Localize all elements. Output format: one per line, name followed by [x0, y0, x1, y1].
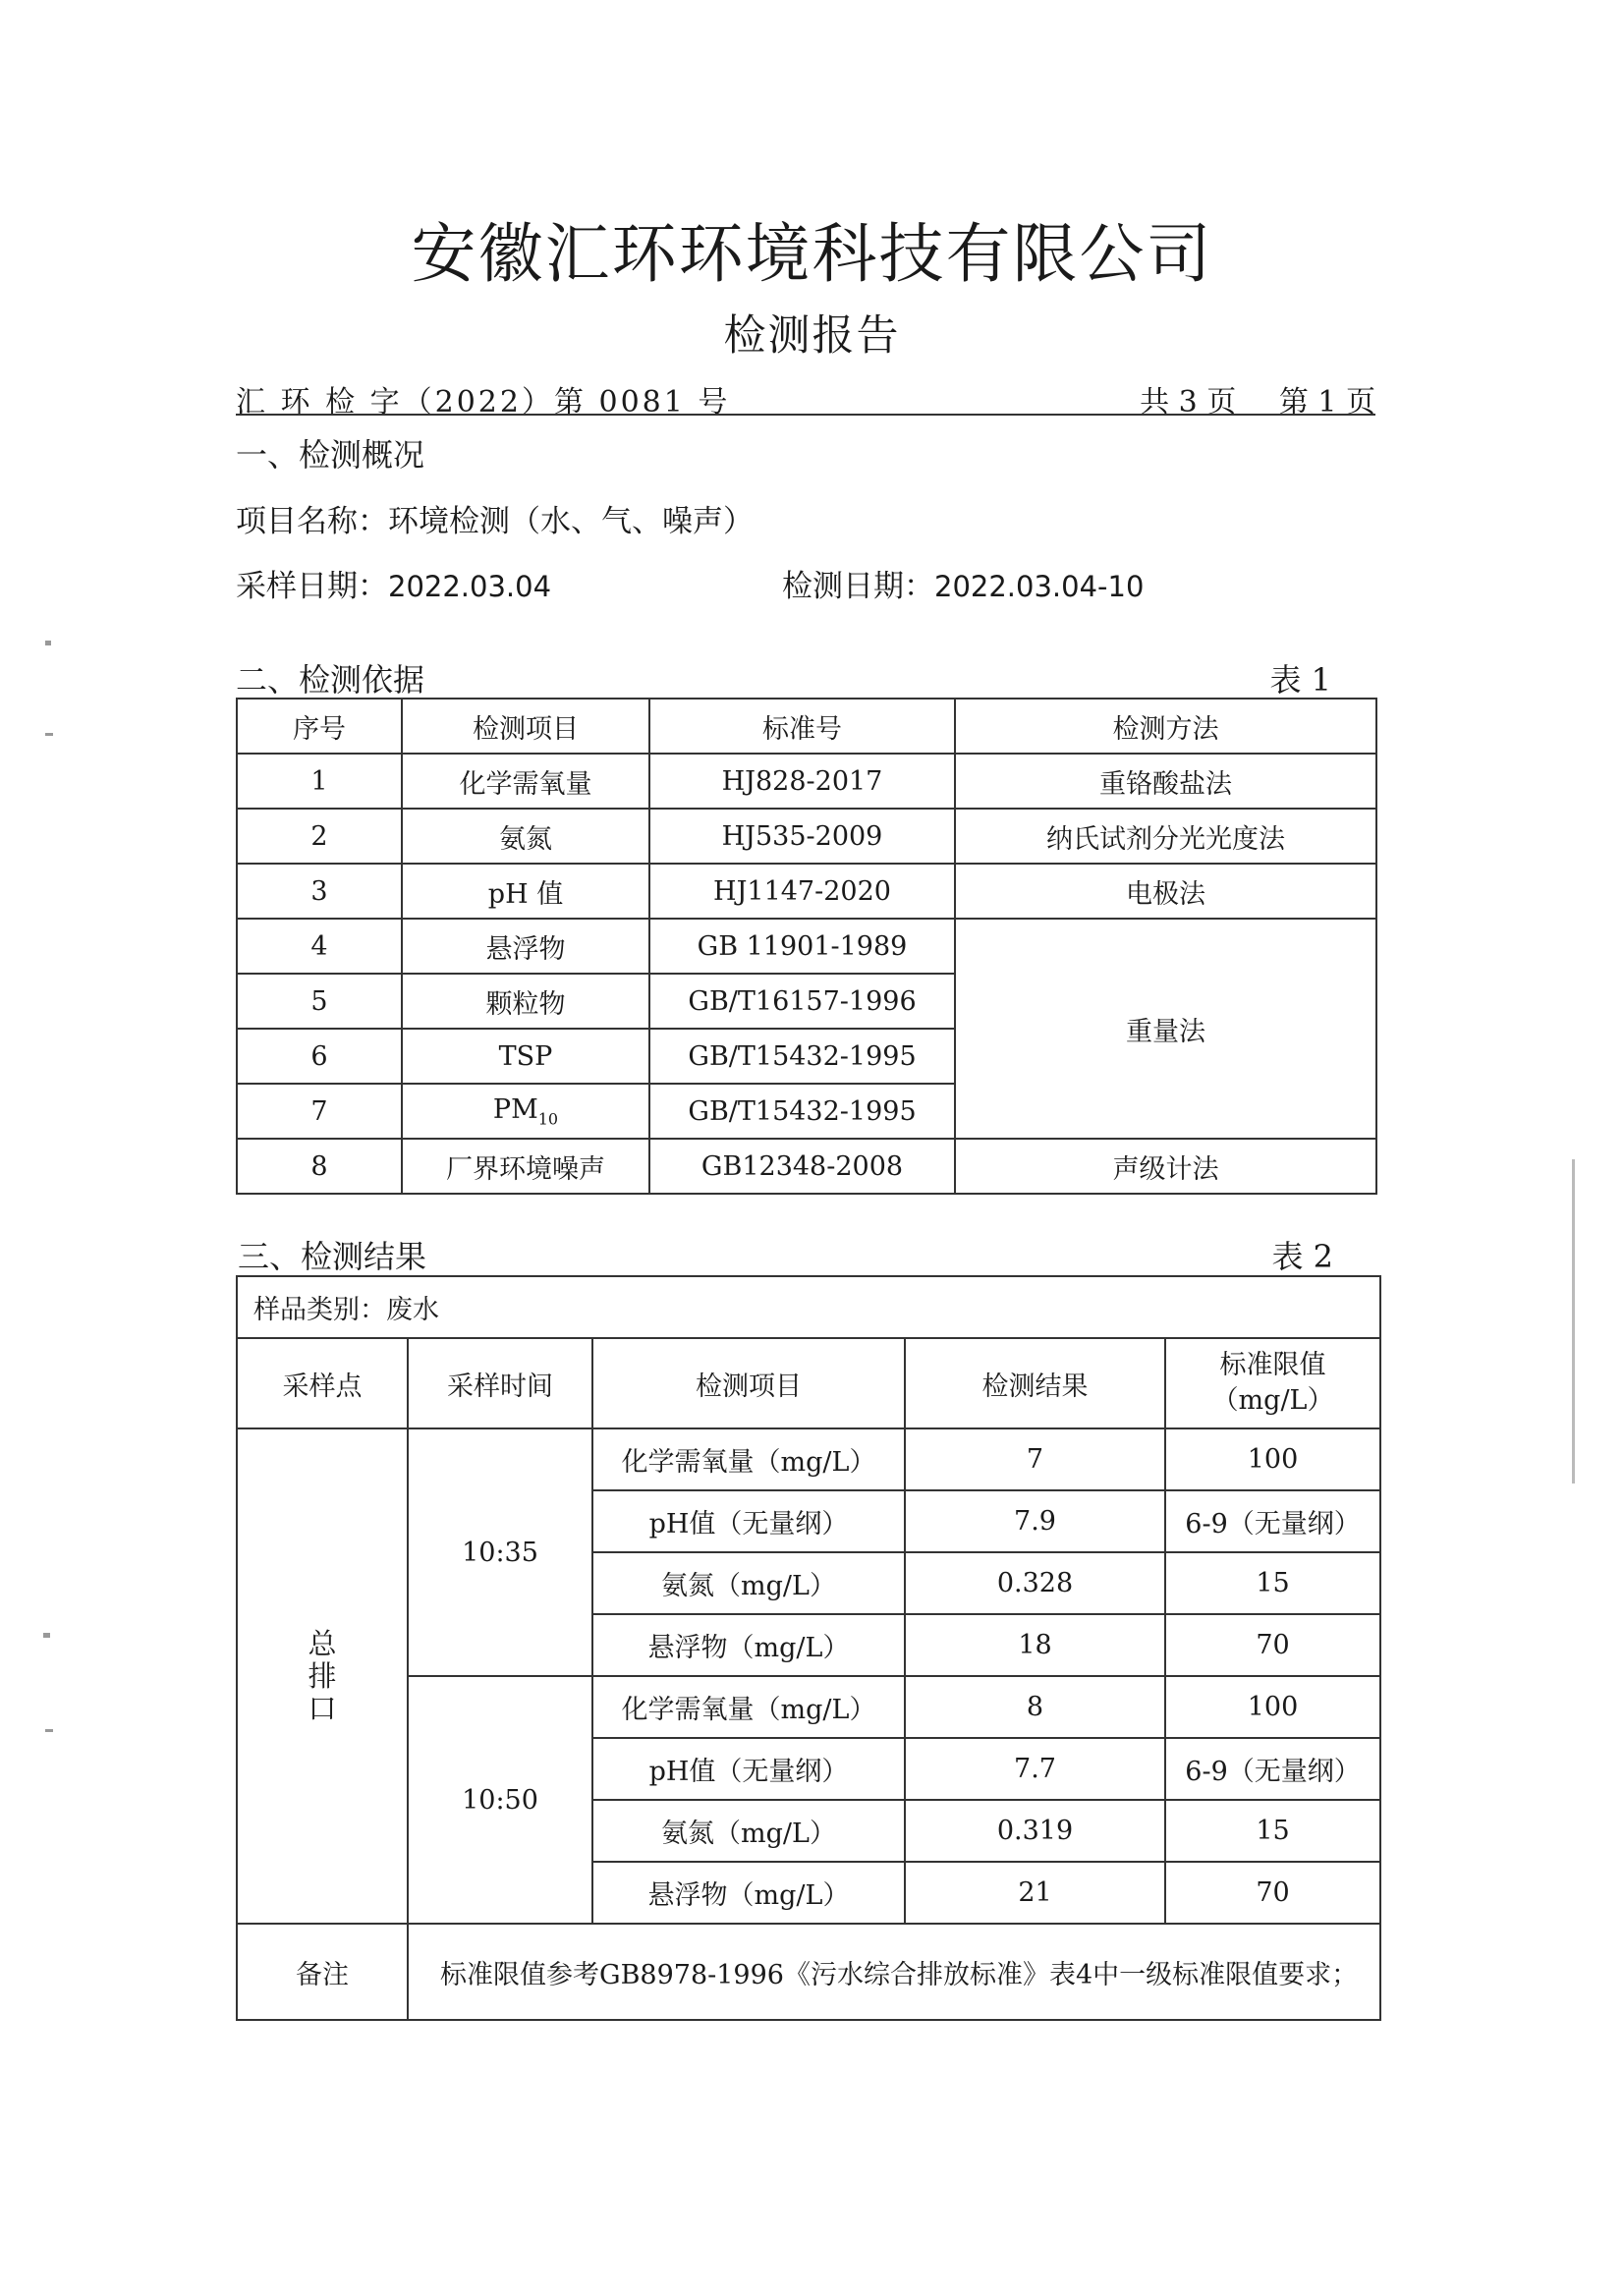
remark-label: 备注 [237, 1924, 408, 2020]
header-cell: 检测项目 [402, 699, 649, 754]
standard-number: GB/T16157-1996 [649, 974, 955, 1029]
standard-limit: 100 [1165, 1676, 1380, 1738]
test-item: pH 值 [402, 864, 649, 919]
test-method: 重量法 [955, 919, 1376, 1139]
remark-row [237, 1924, 1380, 2020]
row-number: 8 [237, 1139, 402, 1194]
test-item: 氨氮（mg/L） [592, 1800, 905, 1862]
standard-number: HJ535-2009 [649, 809, 955, 864]
sample-type: 样品类别：废水 [237, 1276, 1380, 1338]
header-cell: 采样点 [237, 1338, 408, 1428]
standard-limit: 70 [1165, 1614, 1380, 1676]
table-header-row [237, 699, 1376, 754]
row-number: 6 [237, 1029, 402, 1084]
table2-number: 表 2 [1271, 1238, 1333, 1275]
test-item: 悬浮物 [402, 919, 649, 974]
sample-date-label: 采样日期： [236, 569, 388, 604]
row-number: 2 [237, 809, 402, 864]
test-item: 化学需氧量 [402, 754, 649, 809]
header-cell: 采样时间 [408, 1338, 592, 1428]
test-item: pH值（无量纲） [592, 1738, 905, 1800]
header-cell: 序号 [237, 699, 402, 754]
test-method: 声级计法 [955, 1139, 1376, 1194]
header-cell: 检测方法 [955, 699, 1376, 754]
scan-speck [43, 1633, 50, 1638]
table-header-row [237, 1338, 1380, 1428]
test-result: 7.7 [905, 1738, 1165, 1800]
company-name: 安徽汇环环境科技有限公司 [411, 216, 1213, 292]
standard-limit: 100 [1165, 1428, 1380, 1490]
table-row [237, 864, 1376, 919]
standard-number: GB 11901-1989 [649, 919, 955, 974]
test-method: 纳氏试剂分光光度法 [955, 809, 1376, 864]
standard-limit: 15 [1165, 1800, 1380, 1862]
sampling-time: 10:35 [408, 1428, 592, 1676]
table-row [237, 809, 1376, 864]
project-label: 项目名称： [236, 504, 388, 539]
standard-limit: 6-9（无量纲） [1165, 1490, 1380, 1552]
sample-date-line [236, 561, 551, 605]
doc-number: 汇 环 检 字（2022）第 0081 号 [236, 385, 731, 420]
test-item: 氨氮 [402, 809, 649, 864]
sampling-point-text: 总排口 [308, 1626, 337, 1725]
table-row [237, 1428, 1380, 1490]
test-result: 21 [905, 1862, 1165, 1924]
row-number: 7 [237, 1084, 402, 1139]
test-item: 悬浮物（mg/L） [592, 1614, 905, 1676]
table1-number: 表 1 [1269, 661, 1331, 699]
test-date-line [782, 561, 1144, 605]
test-item: 化学需氧量（mg/L） [592, 1676, 905, 1738]
sample-type-row [237, 1276, 1380, 1338]
project-name-line [236, 496, 754, 540]
section2-heading: 二、检测依据 [236, 661, 425, 699]
test-method: 电极法 [955, 864, 1376, 919]
standard-limit: 70 [1165, 1862, 1380, 1924]
table-row [237, 754, 1376, 809]
table-row [237, 1676, 1380, 1738]
test-method: 重铬酸盐法 [955, 754, 1376, 809]
total-pages: 共 3 页 [1140, 385, 1237, 420]
row-number: 3 [237, 864, 402, 919]
test-item-subscript: 10 [537, 1109, 559, 1129]
scan-speck [45, 733, 53, 736]
standard-number: GB/T15432-1995 [649, 1084, 955, 1139]
section1-heading: 一、检测概况 [236, 436, 425, 474]
row-number: 4 [237, 919, 402, 974]
limit-header [1165, 1338, 1380, 1428]
test-item: 氨氮（mg/L） [592, 1552, 905, 1614]
test-item: 颗粒物 [402, 974, 649, 1029]
header-cell: 检测项目 [592, 1338, 905, 1428]
row-number: 5 [237, 974, 402, 1029]
test-item: 厂界环境噪声 [402, 1139, 649, 1194]
results-table [236, 1275, 1381, 2021]
header-cell: 检测结果 [905, 1338, 1165, 1428]
standard-number: GB12348-2008 [649, 1139, 955, 1194]
limit-header-line1: 标准限值 [1219, 1350, 1326, 1380]
scan-speck [45, 1729, 53, 1732]
row-number: 1 [237, 754, 402, 809]
limit-header-line2: （mg/L） [1211, 1385, 1334, 1416]
test-item: TSP [402, 1029, 649, 1084]
seal-edge-mark [1572, 1159, 1624, 1483]
standard-number: HJ828-2017 [649, 754, 955, 809]
standard-limit: 15 [1165, 1552, 1380, 1614]
section3-heading: 三、检测结果 [238, 1238, 427, 1275]
header-underline [236, 414, 1375, 416]
header-cell: 标准号 [649, 699, 955, 754]
scan-speck [45, 641, 51, 645]
standard-limit: 6-9（无量纲） [1165, 1738, 1380, 1800]
test-result: 0.328 [905, 1552, 1165, 1614]
test-date-label: 检测日期： [782, 569, 934, 604]
test-item: pH值（无量纲） [592, 1490, 905, 1552]
project-value: 环境检测（水、气、噪声） [388, 504, 754, 539]
report-title: 检测报告 [723, 311, 901, 361]
test-result: 18 [905, 1614, 1165, 1676]
test-result: 7 [905, 1428, 1165, 1490]
basis-table [236, 698, 1377, 1195]
sampling-point [237, 1428, 408, 1924]
sampling-time: 10:50 [408, 1676, 592, 1924]
standard-number: GB/T15432-1995 [649, 1029, 955, 1084]
page-number: 第 1 页 [1278, 385, 1375, 420]
table-row [237, 919, 1376, 974]
test-item: 化学需氧量（mg/L） [592, 1428, 905, 1490]
table-row [237, 1139, 1376, 1194]
test-result: 7.9 [905, 1490, 1165, 1552]
test-result: 8 [905, 1676, 1165, 1738]
test-item: 悬浮物（mg/L） [592, 1862, 905, 1924]
sample-date-value: 2022.03.04 [388, 570, 552, 603]
test-item [402, 1084, 649, 1139]
test-date-value: 2022.03.04-10 [934, 570, 1145, 603]
test-item-text: PM [492, 1093, 538, 1125]
doc-info-line [236, 377, 1375, 420]
standard-number: HJ1147-2020 [649, 864, 955, 919]
remark-text: 标准限值参考GB8978-1996《污水综合排放标准》表4中一级标准限值要求； [408, 1924, 1380, 2020]
test-result: 0.319 [905, 1800, 1165, 1862]
